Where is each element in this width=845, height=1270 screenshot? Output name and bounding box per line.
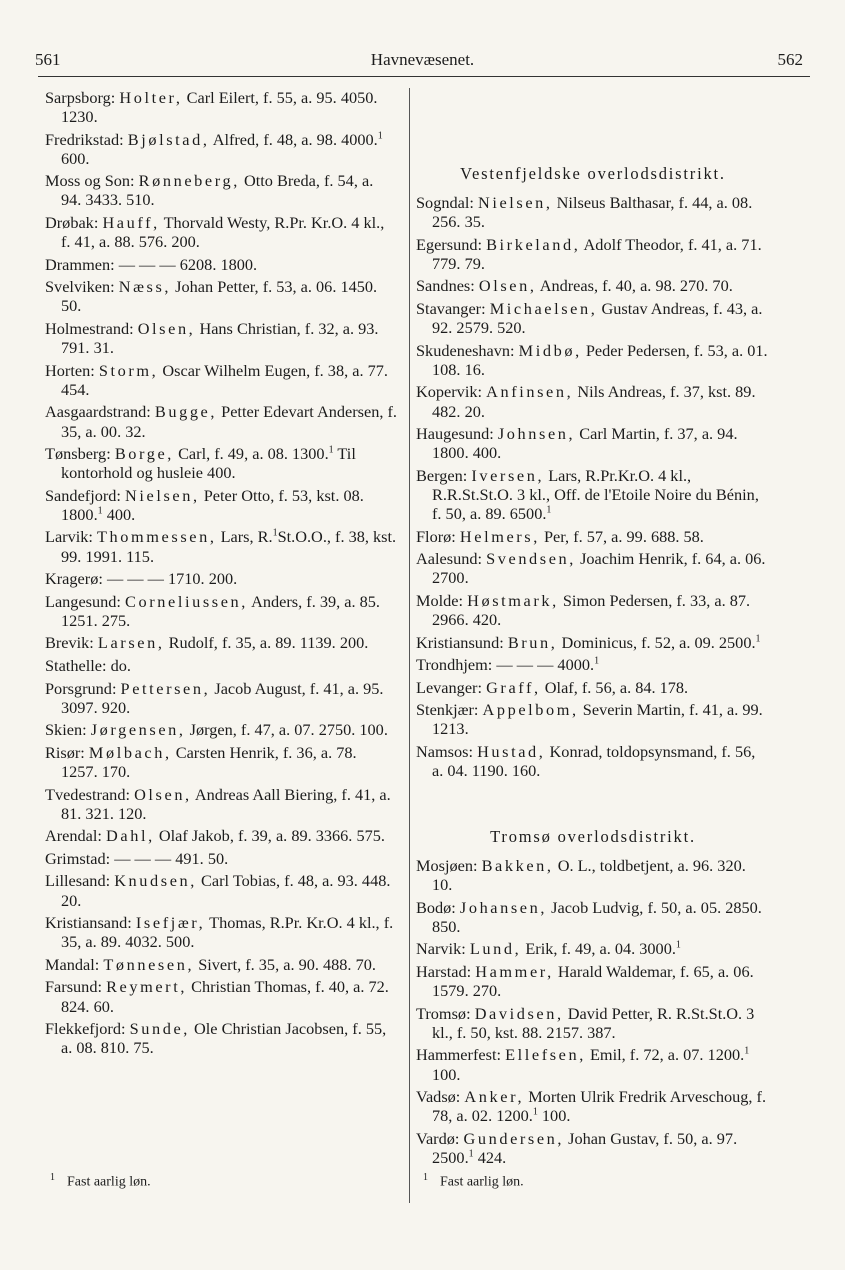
- footnote-mark: 1: [50, 1172, 55, 1183]
- list-item: [45, 955, 397, 974]
- entry-name: Brun,: [507, 632, 558, 652]
- entry-place: Langesund:: [45, 591, 121, 611]
- footnote-right: [423, 1172, 524, 1191]
- entry-place: Holmestrand:: [45, 319, 134, 339]
- entry-tail: 600.: [61, 148, 90, 168]
- entry-details: — — — 4000.: [496, 655, 595, 675]
- entry-details: Emil, f. 72, a. 07. 1200.: [589, 1045, 745, 1065]
- entry-details: Alfred, f. 48, a. 98. 4000.: [212, 129, 378, 149]
- entry-details: Harald Waldemar, f. 65, a. 06. 1579. 270.: [432, 962, 754, 1001]
- list-item: [416, 299, 770, 337]
- list-item: [45, 633, 397, 652]
- entry-details: Adolf Theodor, f. 41, a. 71. 779. 79.: [432, 234, 762, 273]
- list-item: [416, 549, 770, 587]
- list-item: [416, 1129, 770, 1167]
- entries-vestenfjeldske: [416, 193, 770, 780]
- list-item: [416, 527, 770, 546]
- entry-place: Sandnes:: [416, 276, 475, 296]
- entry-name: Jørgensen,: [90, 720, 186, 740]
- footnote-ref: 1: [546, 504, 552, 516]
- list-item: [45, 785, 397, 823]
- entry-name: Ellefsen,: [505, 1045, 586, 1065]
- entry-name: Bakken,: [481, 856, 554, 876]
- entry-place: Mandal:: [45, 954, 100, 974]
- entry-place: Skudeneshavn:: [416, 340, 515, 360]
- entry-details: Carl Martin, f. 37, a. 94. 1800. 400.: [432, 424, 738, 463]
- entry-name: Hammer,: [475, 962, 554, 982]
- entry-place: Lillesand:: [45, 871, 111, 891]
- footnote-text: Fast aarlig løn.: [440, 1174, 524, 1190]
- entry-name: Isefjær,: [135, 913, 206, 933]
- list-item: [416, 962, 770, 1000]
- list-item: [45, 319, 397, 357]
- entry-place: Haugesund:: [416, 424, 494, 444]
- entry-place: Kragerø:: [45, 569, 103, 589]
- entry-details: Anders, f. 39, a. 85. 1251. 275.: [61, 591, 380, 630]
- entry-details: Andreas, f. 40, a. 98. 270. 70.: [539, 276, 733, 296]
- entry-name: Davidsen,: [474, 1003, 564, 1023]
- list-item: [45, 171, 397, 209]
- entry-name: Olsen,: [478, 276, 537, 296]
- entry-details: O. L., toldbetjent, a. 96. 320. 10.: [432, 856, 746, 895]
- entry-name: Midbø,: [518, 340, 582, 360]
- entry-place: Kristiansund:: [416, 632, 504, 652]
- entry-details: Oscar Wilhelm Eugen, f. 38, a. 77. 454.: [61, 360, 388, 399]
- entry-place: Florø:: [416, 526, 456, 546]
- entry-name: Michaelsen,: [489, 299, 598, 319]
- entry-details: Morten Ulrik Fredrik Arveschoug, f. 78, a. 02. 1200.: [432, 1087, 767, 1126]
- list-item: [45, 402, 397, 440]
- entry-name: Anker,: [464, 1087, 525, 1107]
- entry-place: Brevik:: [45, 633, 94, 653]
- footnote-ref: 1: [675, 940, 681, 952]
- right-column-tromso: [416, 827, 770, 1171]
- list-item: [45, 679, 397, 717]
- entry-name: Nielsen,: [125, 485, 200, 505]
- list-item: [45, 592, 397, 630]
- entry-name: Hauff,: [102, 213, 160, 233]
- entry-place: Sandefjord:: [45, 485, 121, 505]
- entry-details: Johan Petter, f. 53, a. 06. 1450. 50.: [61, 277, 378, 316]
- entry-details: Thomas, R.Pr. Kr.O. 4 kl., f. 35, a. 89. 4032. 500.: [61, 913, 394, 952]
- entry-name: Johnsen,: [497, 424, 576, 444]
- list-item: [45, 1019, 397, 1057]
- entry-details: Konrad, toldopsynsmand, f. 56, a. 04. 1190. 160.: [432, 742, 756, 781]
- entry-details: Christian Thomas, f. 40, a. 72. 824. 60.: [61, 977, 389, 1016]
- entry-place: Molde:: [416, 590, 464, 610]
- entry-name: Corneliussen,: [125, 591, 248, 611]
- entry-tail: 424.: [473, 1147, 507, 1167]
- entry-place: Moss og Son:: [45, 171, 135, 191]
- entry-place: Kristiansand:: [45, 913, 132, 933]
- footnote-mark: 1: [423, 1172, 428, 1183]
- list-item: [45, 130, 397, 168]
- entry-name: Høstmark,: [467, 590, 559, 610]
- entry-name: Thommessen,: [97, 527, 217, 547]
- entry-name: Knudsen,: [114, 871, 197, 891]
- entry-name: Larsen,: [97, 633, 165, 653]
- entry-details: Jørgen, f. 47, a. 07. 2750. 100.: [189, 720, 388, 740]
- entry-name: Holter,: [119, 88, 183, 107]
- list-item: [416, 382, 770, 420]
- entry-name: Tønnesen,: [103, 954, 195, 974]
- entry-name: Birkeland,: [486, 234, 581, 254]
- entry-details: Jacob August, f. 41, a. 95. 3097. 920.: [61, 678, 384, 717]
- list-item: [45, 743, 397, 781]
- entry-place: Tvedestrand:: [45, 784, 130, 804]
- entry-name: Reymert,: [106, 977, 187, 997]
- list-item: [416, 742, 770, 780]
- entry-place: Namsos:: [416, 742, 473, 762]
- entry-place: Levanger:: [416, 677, 482, 697]
- entry-name: Helmers,: [459, 526, 540, 546]
- entry-details: Thorvald Westy, R.Pr. Kr.O. 4 kl., f. 41, a. 88. 576. 200.: [61, 213, 385, 252]
- list-item: [45, 527, 397, 565]
- entry-details: Nils Andreas, f. 37, kst. 89. 482. 20.: [432, 382, 756, 421]
- entry-place: Trondhjem:: [416, 655, 493, 675]
- entry-place: Egersund:: [416, 234, 483, 254]
- entry-place: Farsund:: [45, 977, 102, 997]
- entry-place: Risør:: [45, 742, 85, 762]
- entry-details: — — — 491. 50.: [114, 848, 229, 868]
- entry-details: Andreas Aall Biering, f. 41, a. 81. 321. 120.: [61, 784, 391, 823]
- list-item: [416, 1087, 770, 1125]
- entry-details: Lars, R.Pr.Kr.O. 4 kl., R.R.St.St.O. 3 kl., Off. de l'Etoile Noire du Bénin, f. 50, a. 89. 6500.: [432, 465, 759, 523]
- entry-place: Harstad:: [416, 962, 472, 982]
- entry-place: Stenkjær:: [416, 700, 479, 720]
- entry-place: Bodø:: [416, 897, 456, 917]
- entry-details: Otto Breda, f. 54, a. 94. 3433. 510.: [61, 171, 374, 210]
- entry-place: Vadsø:: [416, 1087, 461, 1107]
- entry-place: Drammen:: [45, 254, 115, 274]
- entry-name: Iversen,: [471, 465, 545, 485]
- list-item: [416, 700, 770, 738]
- header-rule: [38, 76, 810, 77]
- entry-name: Storm,: [98, 360, 159, 380]
- list-item: [45, 361, 397, 399]
- list-item: [45, 871, 397, 909]
- list-item: [416, 341, 770, 379]
- section-title-tromso: Tromsø overlodsdistrikt.: [490, 827, 696, 846]
- entry-place: Hammerfest:: [416, 1045, 501, 1065]
- right-column-vestenfjeldske: [416, 164, 770, 784]
- entry-place: Stavanger:: [416, 299, 486, 319]
- list-item: [45, 826, 397, 845]
- footnote-text: Fast aarlig løn.: [67, 1174, 151, 1190]
- entry-name: Mølbach,: [88, 742, 172, 762]
- entry-name: Olsen,: [137, 319, 196, 339]
- entry-place: Sarpsborg:: [45, 88, 116, 107]
- entry-place: Tønsberg:: [45, 444, 111, 464]
- list-item: [416, 276, 770, 295]
- entry-name: Dahl,: [106, 826, 155, 846]
- entry-name: Næss,: [118, 277, 172, 297]
- entry-tail: 100.: [432, 1064, 461, 1084]
- entry-name: Nielsen,: [477, 193, 553, 213]
- entry-details: Sivert, f. 35, a. 90. 488. 70.: [198, 954, 376, 974]
- entry-place: Aasgaardstrand:: [45, 402, 151, 422]
- entry-place: Fredrikstad:: [45, 129, 124, 149]
- section-title-vestenfjeldske: Vestenfjeldske overlodsdistrikt.: [460, 164, 726, 183]
- list-item: [45, 656, 397, 675]
- entry-details: Nilseus Balthasar, f. 44, a. 08. 256. 35.: [432, 193, 753, 232]
- list-item: [416, 193, 770, 231]
- page-number-right: 562: [777, 50, 803, 69]
- entry-details: — — — 1710. 200.: [106, 569, 238, 589]
- entry-tail: St.O.O., f. 38, kst. 99. 1991. 115.: [61, 527, 397, 566]
- entry-details: Severin Martin, f. 41, a. 99. 1213.: [432, 700, 763, 739]
- entry-details: Erik, f. 49, a. 04. 3000.: [525, 939, 676, 959]
- entry-name: Anfinsen,: [486, 382, 574, 402]
- entry-details: Johan Gustav, f. 50, a. 97. 2500.: [432, 1128, 738, 1167]
- list-item: [416, 633, 770, 652]
- entry-details: Joachim Henrik, f. 64, a. 06. 2700.: [432, 549, 766, 588]
- list-item: [45, 569, 397, 588]
- list-item: [416, 235, 770, 273]
- entry-place: Stathelle:: [45, 656, 107, 676]
- footnote-ref: 1: [377, 130, 383, 142]
- list-item: [416, 898, 770, 936]
- entry-name: Lund,: [469, 939, 522, 959]
- list-item: [45, 88, 397, 126]
- page-number-left: 561: [35, 50, 61, 69]
- entry-place: Skien:: [45, 720, 87, 740]
- entry-name: Graff,: [486, 677, 541, 697]
- entry-details: Peter Otto, f. 53, kst. 08. 1800.: [61, 485, 364, 524]
- entry-name: Appelbom,: [482, 700, 579, 720]
- entry-details: do.: [110, 656, 131, 676]
- entry-details: Gustav Andreas, f. 43, a. 92. 2579. 520.: [432, 299, 763, 338]
- entry-details: Olaf Jakob, f. 39, a. 89. 3366. 575.: [158, 826, 385, 846]
- entry-place: Aalesund:: [416, 549, 483, 569]
- entry-place: Svelviken:: [45, 277, 115, 297]
- footnote-ref: 1: [532, 1106, 538, 1118]
- entry-name: Sunde,: [129, 1019, 190, 1039]
- entry-place: Grimstad:: [45, 848, 111, 868]
- footnote-ref: 1: [594, 655, 600, 667]
- list-item: [45, 444, 397, 482]
- entry-tail: 400.: [102, 504, 136, 524]
- entry-name: Rønneberg,: [138, 171, 240, 191]
- list-item: [45, 913, 397, 951]
- footnote-ref: 1: [97, 505, 103, 517]
- list-item: [416, 678, 770, 697]
- entry-details: David Petter, R. R.St.St.O. 3 kl., f. 50, kst. 88. 2157. 387.: [432, 1003, 755, 1042]
- entry-place: Vardø:: [416, 1128, 460, 1148]
- left-column: [45, 88, 397, 1061]
- footnote-ref: 1: [468, 1148, 474, 1160]
- entry-details: Lars, R.: [220, 527, 273, 547]
- entry-details: Jacob Ludvig, f. 50, a. 05. 2850. 850.: [432, 897, 762, 936]
- list-item: [416, 466, 770, 523]
- entry-place: Mosjøen:: [416, 856, 478, 876]
- list-item: [416, 939, 770, 958]
- list-item: [45, 486, 397, 524]
- entry-details: Petter Edevart Andersen, f. 35, a. 00. 32.: [61, 402, 398, 441]
- entry-place: Kopervik:: [416, 382, 483, 402]
- entry-details: Carl Tobias, f. 48, a. 93. 448. 20.: [61, 871, 391, 910]
- entry-place: Flekkefjord:: [45, 1019, 126, 1039]
- entry-place: Drøbak:: [45, 213, 99, 233]
- footnote-ref: 1: [755, 633, 761, 645]
- entry-details: Ole Christian Jacobsen, f. 55, a. 08. 810. 75.: [61, 1019, 387, 1058]
- list-item: [416, 591, 770, 629]
- list-item: [45, 849, 397, 868]
- footnote-ref: 1: [272, 528, 278, 540]
- entry-details: Carl, f. 49, a. 08. 1300.: [178, 444, 329, 464]
- entry-name: Johansen,: [459, 897, 548, 917]
- entry-name: Olsen,: [134, 784, 192, 804]
- entry-details: — — — 6208. 1800.: [118, 254, 258, 274]
- entries-tromso: [416, 856, 770, 1167]
- entry-name: Svendsen,: [486, 549, 576, 569]
- list-item: [416, 424, 770, 462]
- list-item: [416, 856, 770, 894]
- list-item: [416, 1045, 770, 1083]
- list-item: [45, 277, 397, 315]
- footnote-left: [50, 1172, 151, 1191]
- entry-details: Simon Pedersen, f. 33, a. 87. 2966. 420.: [432, 590, 751, 629]
- entry-name: Borge,: [114, 444, 174, 464]
- entry-name: Pettersen,: [120, 678, 211, 698]
- entry-details: Hans Christian, f. 32, a. 93. 791. 31.: [61, 319, 379, 358]
- entry-place: Tromsø:: [416, 1003, 471, 1023]
- list-item: [416, 655, 770, 674]
- list-item: [45, 255, 397, 274]
- entry-details: Peder Pedersen, f. 53, a. 01. 108. 16.: [432, 340, 768, 379]
- entry-details: Dominicus, f. 52, a. 09. 2500.: [561, 632, 756, 652]
- entry-details: Carsten Henrik, f. 36, a. 78. 1257. 170.: [61, 742, 357, 781]
- footnote-ref: 1: [744, 1046, 750, 1058]
- entry-place: Horten:: [45, 360, 95, 380]
- entry-place: Bergen:: [416, 465, 468, 485]
- list-item: [45, 977, 397, 1015]
- entry-place: Narvik:: [416, 939, 466, 959]
- entry-tail: 100.: [537, 1106, 571, 1126]
- entry-name: Bugge,: [154, 402, 218, 422]
- list-item: [416, 1004, 770, 1042]
- entry-details: Olaf, f. 56, a. 84. 178.: [544, 677, 689, 697]
- entry-details: Carl Eilert, f. 55, a. 95. 4050. 1230.: [61, 88, 378, 127]
- entry-details: Rudolf, f. 35, a. 89. 1139. 200.: [168, 633, 369, 653]
- entry-place: Larvik:: [45, 527, 93, 547]
- entry-name: Bjølstad,: [127, 129, 210, 149]
- entry-place: Porsgrund:: [45, 678, 117, 698]
- list-item: [45, 720, 397, 739]
- footnote-ref: 1: [328, 444, 334, 456]
- entry-details: Per, f. 57, a. 99. 688. 58.: [544, 526, 704, 546]
- entry-name: Gundersen,: [463, 1128, 565, 1148]
- entry-place: Sogndal:: [416, 193, 474, 213]
- column-divider: [409, 88, 410, 1203]
- list-item: [45, 213, 397, 251]
- running-header: Havnevæsenet.: [370, 50, 475, 69]
- entry-place: Arendal:: [45, 826, 102, 846]
- entry-tail: Til kontorhold og husleie 400.: [61, 444, 356, 483]
- entry-name: Hustad,: [477, 742, 546, 762]
